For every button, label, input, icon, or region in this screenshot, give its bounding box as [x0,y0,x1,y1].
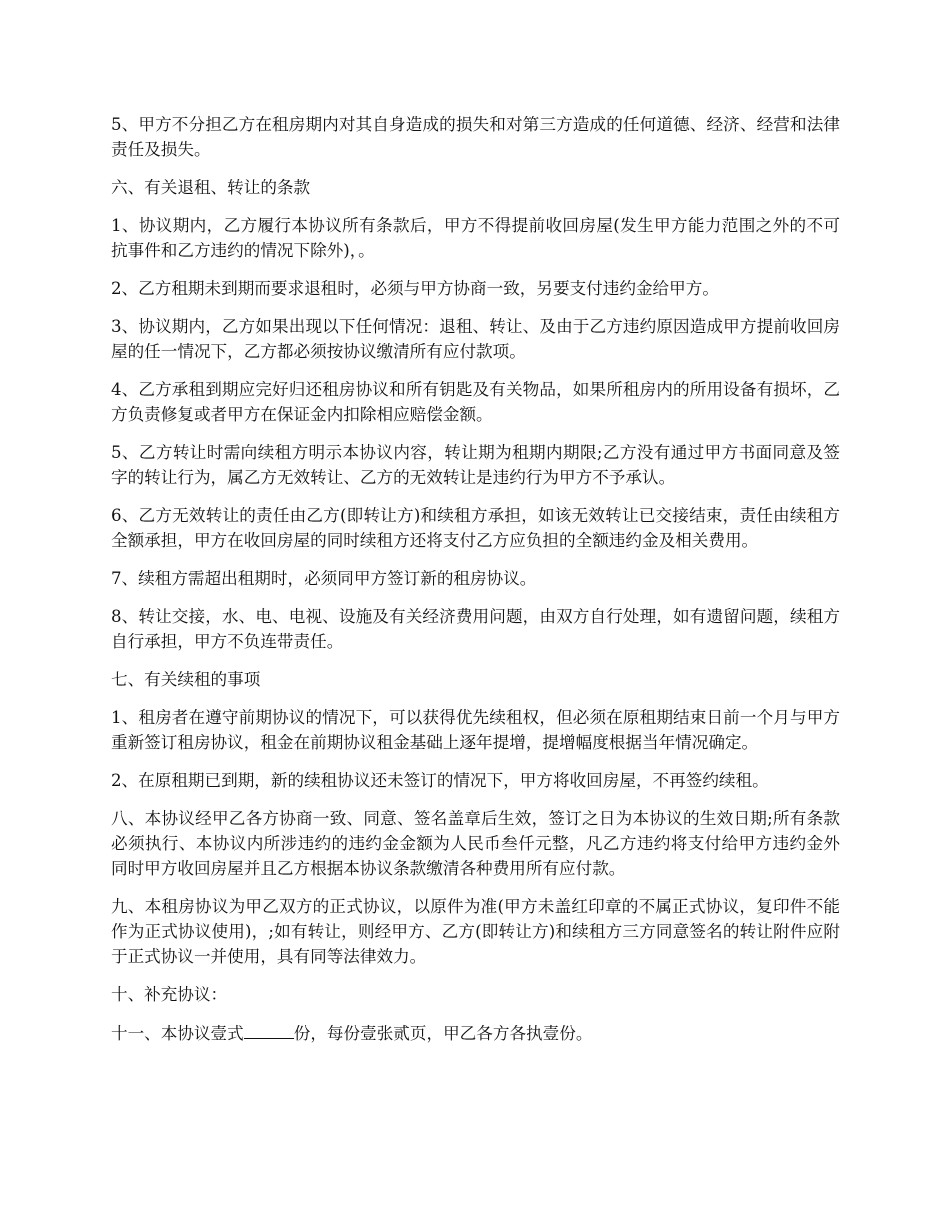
section-heading-6: 六、有关退租、转让的条款 [111,178,311,197]
paragraph-6-8: 8、转让交接，水、电、电视、设施及有关经济费用问题，由双方自行处理，如有遗留问题，续租方自行承担，甲方不负连带责任。 [111,607,840,651]
paragraph-6-5: 5、乙方转让时需向续租方明示本协议内容，转让期为租期内期限;乙方没有通过甲方书面同意及签字的转让行为，属乙方无效转让、乙方的无效转让是违约行为甲方不予承认。 [111,443,840,487]
paragraph-6-1: 1、协议期内，乙方履行本协议所有条款后，甲方不得提前收回房屋(发生甲方能力范围之外的不可抗事件和乙方违约的情况下除外)，。 [111,216,840,260]
copies-blank-line [244,1020,294,1039]
section-9-formal-agreement: 九、本租房协议为甲乙双方的正式协议，以原件为准(甲方未盖红印章的不属正式协议，复印件不能作为正式协议使用)，;如有转让，则经甲方、乙方(即转让方)和续租方三方同意签名的转让附件应附于正式协议一并使用，具有同等法律效力。 [111,897,840,966]
paragraph-6-3: 3、协议期内，乙方如果出现以下任何情况：退租、转让、及由于乙方违约原因造成甲方提前收回房屋的任一情况下，乙方都必须按协议缴清所有应付款项。 [111,317,840,361]
paragraph-clause-5-liability: 5、甲方不分担乙方在租房期内对其自身造成的损失和对第三方造成的任何道德、经济、经营和法律责任及损失。 [111,115,840,159]
section-heading-7: 七、有关续租的事项 [111,670,261,689]
paragraph-6-4: 4、乙方承租到期应完好归还租房协议和所有钥匙及有关物品，如果所租房内的所用设备有损坏，乙方负责修复或者甲方在保证金内扣除相应赔偿金额。 [111,380,840,424]
paragraph-6-7: 7、续租方需超出租期时，必须同甲方签订新的租房协议。 [111,569,537,588]
copies-text-after: 份，每份壹张贰页，甲乙各方各执壹份。 [293,1024,593,1043]
paragraph-6-2: 2、乙方租期未到期而要求退租时，必须与甲方协商一致，另要支付违约金给甲方。 [111,279,719,298]
copies-text-before: 十一、本协议壹式 [111,1024,244,1043]
section-11-copies [111,1020,840,1046]
paragraph-6-6: 6、乙方无效转让的责任由乙方(即转让方)和续租方承担，如该无效转让已交接结束，责任由续租方全额承担，甲方在收回房屋的同时续租方还将支付乙方应负担的全额违约金及相关费用。 [111,506,840,550]
section-10-supplementary: 十、补充协议： [111,985,228,1004]
paragraph-7-1: 1、租房者在遵守前期协议的情况下，可以获得优先续租权，但必须在原租期结束日前一个月与甲方重新签订租房协议，租金在前期协议租金基础上逐年提增，提增幅度根据当年情况确定。 [111,708,840,752]
section-8-effective-clause: 八、本协议经甲乙各方协商一致、同意、签名盖章后生效，签订之日为本协议的生效日期;所有条款必须执行、本协议内所涉违约的违约金金额为人民币叁仟元整，凡乙方违约将支付给甲方违约金外同时甲方收回房屋并且乙方根据本协议条款缴清各种费用所有应付款。 [111,809,840,878]
paragraph-7-2: 2、在原租期已到期，新的续租协议还未签订的情况下，甲方将收回房屋，不再签约续租。 [111,771,769,790]
